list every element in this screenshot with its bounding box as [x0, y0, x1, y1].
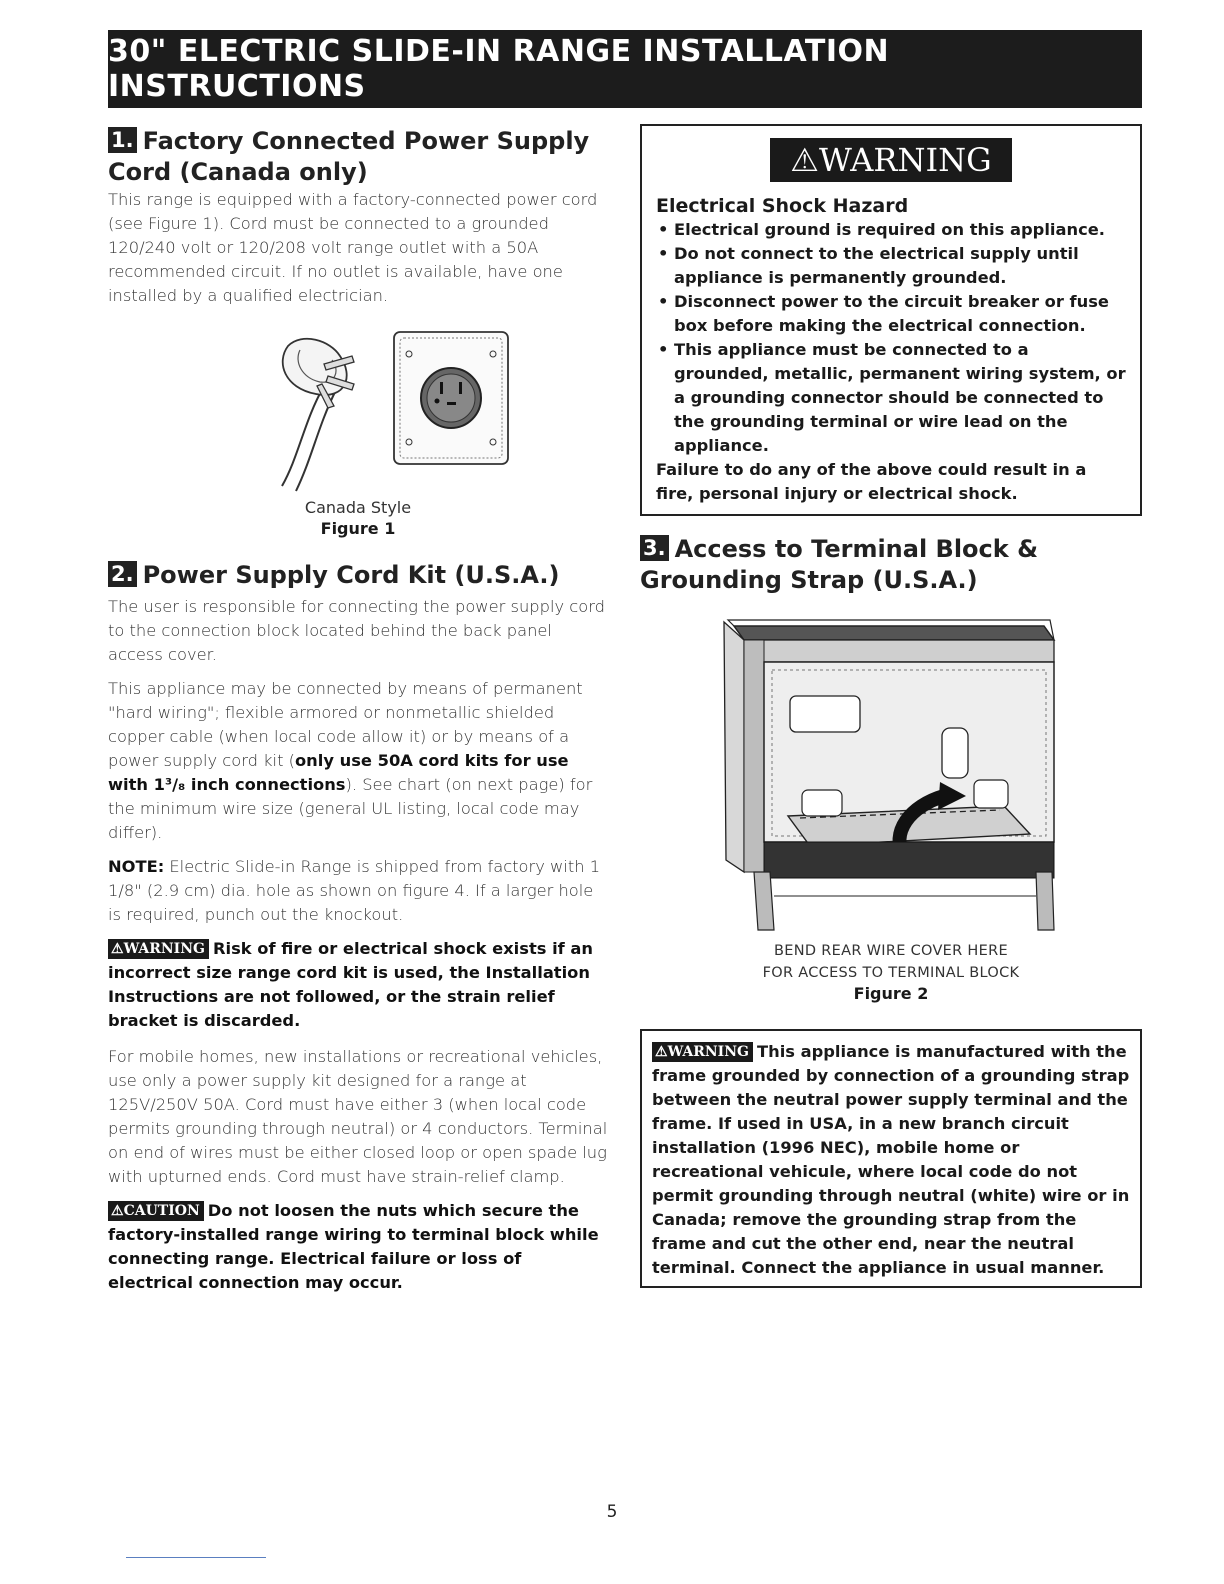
section-3-number: 3. — [640, 535, 669, 561]
section-2-note: NOTE: Electric Slide-in Range is shipped from factory with 1 1/8" (2.9 cm) dia. hole as shown on figure 4. If a larger hole is required, punch out the knockout. — [108, 857, 601, 924]
right-column — [640, 124, 1142, 1288]
electrical-shock-warning-box — [640, 124, 1142, 516]
figure-1-canada-plug — [254, 326, 514, 496]
page-banner: 30" ELECTRIC SLIDE-IN RANGE INSTALLATION INSTRUCTIONS — [108, 30, 1142, 108]
warning-item: • Do not connect to the electrical supply until appliance is permanently grounded. — [656, 242, 1126, 290]
grounding-warning-text: ⚠WARNING This appliance is manufactured with the frame grounded by connection of a grounding strap between the neutral power supply terminal and the frame. If used in USA, in a new branch circuit installation (1996 NEC), mobile home or recreational vehicule, where local code do not permit grounding through neutral (white) wire or in Canada; remove the grounding strap from the frame and cut the other end, near the neutral terminal. Connect the appliance in usual manner. — [652, 1042, 1130, 1277]
warning-item: • Disconnect power to the circuit breaker or fuse box before making the electrical connection. — [656, 290, 1126, 338]
figure-1-label: Figure 1 — [320, 519, 396, 538]
section-1-number: 1. — [108, 127, 137, 153]
section-1-title: 1. Factory Connected Power Supply Cord (Canada only) — [108, 127, 590, 186]
left-column — [108, 126, 608, 1307]
section-2-p1: The user is responsible for connecting the power supply cord to the connection block located behind the back panel access cover. — [108, 597, 605, 664]
hazard-title: Electrical Shock Hazard — [656, 195, 909, 217]
figure-2-range-back — [714, 610, 1074, 940]
section-2-p3: For mobile homes, new installations or recreational vehicles, use only a power supply kit designed for a range at 125V/250V 50A. Cord must have either 3 (when local code permits grounding through neutral) or 4 conductors. Terminal on end of wires must be either closed loop or open spade lug with upturned ends. Cord must have strain-relief clamp. — [108, 1047, 608, 1186]
section-1-body: This range is equipped with a factory-connected power cord (see Figure 1). Cord must be connected to a grounded 120/240 volt or 120/208 volt range outlet with a 50A recommended circuit. If no outlet is available, have one installed by a qualified electrician. — [108, 190, 598, 305]
warning-item: • Electrical ground is required on this appliance. — [656, 218, 1126, 242]
caution-tag: ⚠CAUTION — [108, 1201, 204, 1221]
warning-final: Failure to do any of the above could result in a fire, personal injury or electrical shock. — [656, 460, 1087, 503]
figure-2-caption-line-1: BEND REAR WIRE COVER HERE — [774, 943, 1008, 959]
figure-2-caption-line-2: FOR ACCESS TO TERMINAL BLOCK — [762, 965, 1020, 981]
warning-tag: ⚠WARNING — [652, 1042, 753, 1062]
warning-tag: ⚠WARNING — [108, 939, 209, 959]
footer-line — [126, 1557, 266, 1558]
section-2-warning: ⚠WARNING Risk of fire or electrical shock exists if an incorrect size range cord kit is used, the Installation Instructions are not followed, or the strain relief bracket is discarded. — [108, 939, 594, 1030]
section-2-caution: ⚠CAUTION Do not loosen the nuts which secure the factory-installed range wiring to terminal block while connecting range. Electrical failure or loss of electrical connection may occur. — [108, 1201, 599, 1292]
plug-and-outlet-illustration — [254, 326, 514, 496]
page-number: 5 — [606, 1502, 618, 1522]
range-back-illustration — [714, 610, 1074, 940]
section-2-number: 2. — [108, 561, 137, 587]
figure-1-caption: Canada Style — [304, 498, 412, 517]
grounding-strap-warning-box — [640, 1029, 1142, 1288]
warning-header: ⚠WARNING — [770, 138, 1012, 182]
figure-2-label: Figure 2 — [853, 984, 929, 1003]
warning-item: • This appliance must be connected to a grounded, metallic, permanent wiring system, or a grounding connector should be connected to the grounding terminal or wire lead on the appliance. — [656, 338, 1126, 458]
section-3-title: 3. Access to Terminal Block & Grounding Strap (U.S.A.) — [640, 535, 1039, 594]
warning-list — [656, 218, 1126, 458]
warning-triangle-icon: ⚠ — [790, 141, 819, 179]
section-2-p2: This appliance may be connected by means of permanent "hard wiring"; flexible armored or nonmetallic shielded copper cable (when local code allow it) or by means of a power supply cord kit (only use 50A cord kits for use with 1³/₈ inch connections). See chart (on next page) for the minimum wire size (general UL listing, local code may differ). — [108, 679, 593, 842]
section-2-title: 2. Power Supply Cord Kit (U.S.A.) — [108, 560, 608, 591]
